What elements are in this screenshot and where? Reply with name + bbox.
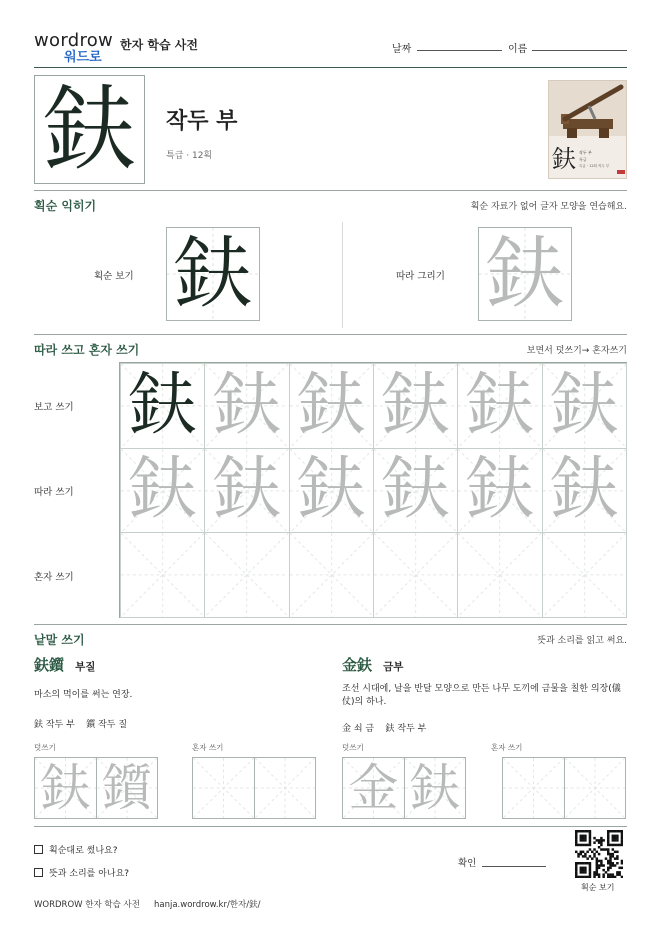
practice-cell[interactable] bbox=[373, 448, 458, 534]
footer-url[interactable]: hanja.wordrow.kr/한자/鈇/ bbox=[154, 900, 261, 910]
practice-character: 鈇 bbox=[465, 450, 534, 530]
practice-cell[interactable] bbox=[289, 532, 374, 618]
practice-cell[interactable] bbox=[457, 363, 542, 449]
practice-section-title: 따라 쓰고 혼자 쓰기 bbox=[34, 343, 140, 357]
thumbnail-caption-2: 특급 bbox=[579, 157, 587, 162]
main-character-box bbox=[34, 75, 145, 184]
thumbnail-caption-3: 특급 · 12획 작두 부 bbox=[579, 164, 610, 168]
practice-character: 鈇 bbox=[212, 450, 281, 530]
word-free-box[interactable] bbox=[254, 757, 316, 819]
stroke-trace-character: 鈇 bbox=[485, 229, 564, 319]
practice-cell[interactable] bbox=[204, 448, 289, 534]
word-2-reading: 금부 bbox=[383, 661, 404, 673]
logo bbox=[34, 30, 114, 64]
row-label-free: 혼자 쓰기 bbox=[34, 572, 74, 583]
word-1-definition: 마소의 먹이를 써는 연장. bbox=[34, 690, 133, 700]
thumbnail-badge bbox=[617, 170, 625, 174]
practice-character: 鈇 bbox=[381, 450, 450, 530]
word-1-reading: 부질 bbox=[75, 661, 96, 673]
qr-label: 획순 보기 bbox=[581, 883, 615, 892]
practice-character: 鈇 bbox=[550, 365, 619, 445]
word-2-trace-label: 덧쓰기 bbox=[342, 743, 364, 752]
stroke-section-title: 획순 익히기 bbox=[34, 199, 97, 213]
divider-4 bbox=[34, 826, 627, 827]
practice-character: 鈇 bbox=[212, 365, 281, 445]
word-trace-box[interactable] bbox=[96, 757, 158, 819]
date-field[interactable] bbox=[417, 50, 502, 51]
main-character: 鈇 bbox=[43, 75, 136, 183]
word-2-free-label: 혼자 쓰기 bbox=[491, 743, 523, 752]
practice-character: 鈇 bbox=[128, 365, 197, 445]
word-1-free-label: 혼자 쓰기 bbox=[192, 743, 224, 752]
qr-code[interactable] bbox=[575, 830, 623, 878]
word-1-hanja: 鈇鑕 bbox=[34, 656, 65, 674]
word-2-chars: 金 쇠 금 鈇 작두 부 bbox=[342, 724, 427, 734]
practice-cell[interactable] bbox=[204, 363, 289, 449]
practice-character: 鈇 bbox=[297, 365, 366, 445]
thumbnail-caption-1: 작두 부 bbox=[579, 150, 592, 155]
main-meta: 특급 · 12획 bbox=[166, 151, 213, 161]
thumbnail-character: 鈇 bbox=[552, 145, 576, 173]
word-trace-box[interactable] bbox=[404, 757, 466, 819]
practice-character: 鈇 bbox=[128, 450, 197, 530]
check-item-1[interactable] bbox=[34, 843, 118, 856]
practice-cell[interactable] bbox=[289, 448, 374, 534]
practice-character: 鈇 bbox=[550, 450, 619, 530]
word-trace-box[interactable] bbox=[342, 757, 405, 819]
stroke-trace-label: 따라 그리기 bbox=[396, 271, 445, 282]
guide-lines bbox=[543, 533, 626, 617]
guide-lines bbox=[193, 758, 254, 818]
word-trace-character: 鈇 bbox=[410, 759, 460, 817]
app-title: 한자 학습 사전 bbox=[120, 38, 198, 52]
word-trace-box[interactable] bbox=[34, 757, 97, 819]
practice-character: 鈇 bbox=[297, 450, 366, 530]
word-trace-character: 鑕 bbox=[102, 759, 152, 817]
date-label: 날짜 bbox=[392, 44, 412, 55]
word-1-chars: 鈇 작두 부 鑕 작두 질 bbox=[34, 720, 128, 730]
word-trace-character: 金 bbox=[348, 759, 399, 817]
guide-lines bbox=[205, 533, 288, 617]
practice-cell[interactable] bbox=[204, 532, 289, 618]
guide-lines bbox=[458, 533, 541, 617]
qr-code-icon bbox=[575, 830, 623, 878]
practice-cell[interactable] bbox=[289, 363, 374, 449]
footer-brand: WORDROW 한자 학습 사전 bbox=[34, 900, 140, 910]
words-section-note: 뜻과 소리를 읽고 써요. bbox=[537, 636, 627, 646]
practice-cell[interactable] bbox=[120, 448, 205, 534]
checkbox-icon[interactable] bbox=[34, 845, 43, 854]
row-label-trace: 따라 쓰기 bbox=[34, 487, 74, 498]
guide-lines bbox=[121, 533, 204, 617]
guide-lines bbox=[565, 758, 625, 818]
stroke-view-box[interactable] bbox=[166, 227, 260, 321]
logo-bottom: 워드로 bbox=[64, 50, 102, 65]
practice-cell[interactable] bbox=[120, 532, 205, 618]
word-free-box[interactable] bbox=[564, 757, 626, 819]
guide-lines bbox=[290, 533, 373, 617]
confirm-field[interactable] bbox=[482, 866, 546, 867]
practice-cell[interactable] bbox=[373, 532, 458, 618]
practice-cell[interactable] bbox=[542, 363, 627, 449]
checkbox-icon[interactable] bbox=[34, 868, 43, 877]
divider-2 bbox=[34, 334, 627, 335]
word-1-trace-label: 덧쓰기 bbox=[34, 743, 56, 752]
practice-cell[interactable] bbox=[542, 448, 627, 534]
practice-cell[interactable] bbox=[457, 448, 542, 534]
guide-lines bbox=[255, 758, 315, 818]
practice-section-note: 보면서 덧쓰기→ 혼자쓰기 bbox=[526, 346, 627, 356]
word-1 bbox=[34, 654, 324, 675]
word-2 bbox=[342, 654, 632, 675]
word-illustration bbox=[548, 80, 627, 179]
word-2-hanja: 金鈇 bbox=[342, 656, 373, 674]
word-2-definition: 조선 시대에, 날을 반달 모양으로 만든 나무 도끼에 금물을 칠한 의장(儀仗)의 하나. bbox=[342, 684, 621, 708]
guide-lines bbox=[374, 533, 457, 617]
practice-grid bbox=[119, 362, 627, 618]
stroke-view-character: 鈇 bbox=[173, 229, 252, 319]
divider-1 bbox=[34, 190, 627, 191]
check-item-1-label: 획순대로 썼나요? bbox=[49, 846, 118, 856]
confirm-label: 확인 bbox=[458, 858, 477, 869]
header-divider bbox=[34, 67, 627, 68]
practice-cell[interactable] bbox=[373, 363, 458, 449]
practice-character: 鈇 bbox=[465, 365, 534, 445]
practice-character: 鈇 bbox=[381, 365, 450, 445]
stroke-trace-box[interactable] bbox=[478, 227, 572, 321]
divider-3 bbox=[34, 624, 627, 625]
words-section-title: 낱말 쓰기 bbox=[34, 633, 85, 647]
stroke-view-label: 획순 보기 bbox=[94, 271, 134, 282]
practice-cell[interactable] bbox=[120, 363, 205, 449]
word-trace-character: 鈇 bbox=[40, 759, 91, 817]
row-label-see: 보고 쓰기 bbox=[34, 402, 74, 413]
practice-cell[interactable] bbox=[542, 532, 627, 618]
word-free-box[interactable] bbox=[502, 757, 565, 819]
main-meaning-sound: 작두 부 bbox=[166, 109, 238, 134]
logo-top: wordrow bbox=[34, 30, 114, 51]
name-field[interactable] bbox=[532, 50, 627, 51]
check-item-2-label: 뜻과 소리를 아나요? bbox=[49, 869, 130, 879]
practice-cell[interactable] bbox=[457, 532, 542, 618]
name-label: 이름 bbox=[508, 44, 528, 55]
check-item-2[interactable] bbox=[34, 866, 129, 879]
guide-lines bbox=[503, 758, 564, 818]
word-free-box[interactable] bbox=[192, 757, 255, 819]
stroke-section-divider bbox=[342, 222, 343, 328]
stroke-section-note: 획순 자료가 없어 글자 모양을 연습해요. bbox=[470, 202, 627, 212]
